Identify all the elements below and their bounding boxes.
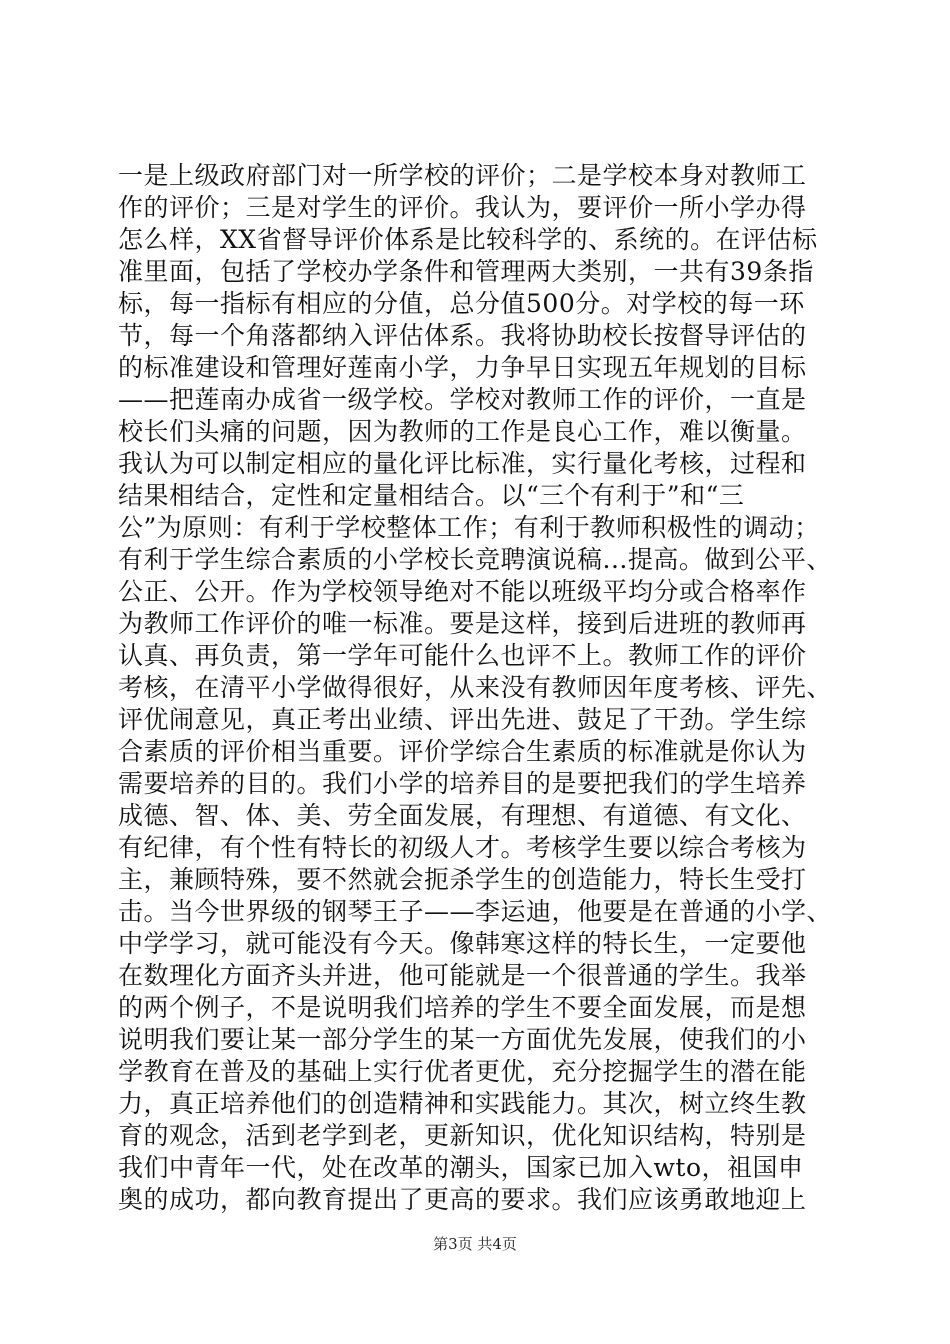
text-line: 评优闹意见，真正考出业绩、评出先进、鼓足了干劲。学生综 bbox=[118, 705, 807, 734]
text-line: 中学学习，就可能没有今天。像韩寒这样的特长生，一定要他 bbox=[118, 929, 807, 958]
text-line: 合素质的评价相当重要。评价学综合生素质的标准就是你认为 bbox=[118, 737, 807, 766]
text-line: ——把莲南办成省一级学校。学校对教师工作的评价，一直是 bbox=[118, 385, 807, 414]
text-line: 怎么样，XX省督导评价体系是比较科学的、系统的。在评估标 bbox=[118, 225, 818, 254]
text-line: 有利于学生综合素质的小学校长竞聘演说稿...提高。做到公平、 bbox=[118, 545, 832, 574]
text-line: 有纪律，有个性有特长的初级人才。考核学生要以综合考核为 bbox=[118, 833, 807, 862]
text-line: 学教育在普及的基础上实行优者更优，充分挖掘学生的潜在能 bbox=[118, 1057, 807, 1086]
text-line: 需要培养的目的。我们小学的培养目的是要把我们的学生培养 bbox=[118, 769, 807, 798]
text-line: 节，每一个角落都纳入评估体系。我将协助校长按督导评估的 bbox=[118, 321, 807, 350]
text-line: 考核，在清平小学做得很好，从来没有教师因年度考核、评先、 bbox=[118, 673, 833, 702]
text-line: 我们中青年一代，处在改革的潮头，国家已加入wto，祖国申 bbox=[118, 1153, 804, 1182]
text-line: 的两个例子，不是说明我们培养的学生不要全面发展，而是想 bbox=[118, 993, 807, 1022]
text-line: 标，每一指标有相应的分值，总分值500分。对学校的每一环 bbox=[118, 289, 805, 318]
text-line: 成德、智、体、美、劳全面发展，有理想、有道德、有文化、 bbox=[118, 801, 807, 830]
text-line: 力，真正培养他们的创造精神和实践能力。其次，树立终生教 bbox=[118, 1089, 807, 1118]
text-line: 一是上级政府部门对一所学校的评价；二是学校本身对教师工 bbox=[118, 161, 807, 190]
text-line: 公”为原则：有利于学校整体工作；有利于教师积极性的调动； bbox=[118, 513, 820, 542]
text-line: 育的观念，活到老学到老，更新知识，优化知识结构，特别是 bbox=[118, 1121, 807, 1150]
text-line: 奥的成功，都向教育提出了更高的要求。我们应该勇敢地迎上 bbox=[118, 1185, 807, 1214]
text-line: 结果相结合，定性和定量相结合。以“三个有利于”和“三 bbox=[118, 481, 745, 510]
text-line: 说明我们要让某一部分学生的某一方面优先发展，使我们的小 bbox=[118, 1025, 807, 1054]
text-line: 在数理化方面齐头并进，他可能就是一个很普通的学生。我举 bbox=[118, 961, 807, 990]
text-line: 击。当今世界级的钢琴王子——李运迪，他要是在普通的小学、 bbox=[118, 897, 833, 926]
text-line: 的标准建设和管理好莲南小学，力争早日实现五年规划的目标 bbox=[118, 353, 807, 382]
text-line: 主，兼顾特殊，要不然就会扼杀学生的创造能力，特长生受打 bbox=[118, 865, 807, 894]
text-line: 校长们头痛的问题，因为教师的工作是良心工作，难以衡量。 bbox=[118, 417, 807, 446]
text-line: 公正、公开。作为学校领导绝对不能以班级平均分或合格率作 bbox=[118, 577, 807, 606]
text-line: 我认为可以制定相应的量化评比标准，实行量化考核，过程和 bbox=[118, 449, 807, 478]
text-line: 认真、再负责，第一学年可能什么也评不上。教师工作的评价 bbox=[118, 641, 807, 670]
text-line: 为教师工作评价的唯一标准。要是这样，接到后进班的教师再 bbox=[118, 609, 807, 638]
text-line: 准里面，包括了学校办学条件和管理两大类别，一共有39条指 bbox=[118, 257, 814, 286]
body-text bbox=[118, 160, 838, 1216]
page-number-footer: 第3页 共4页 bbox=[433, 1235, 517, 1253]
text-line: 作的评价；三是对学生的评价。我认为，要评价一所小学办得 bbox=[118, 193, 807, 222]
